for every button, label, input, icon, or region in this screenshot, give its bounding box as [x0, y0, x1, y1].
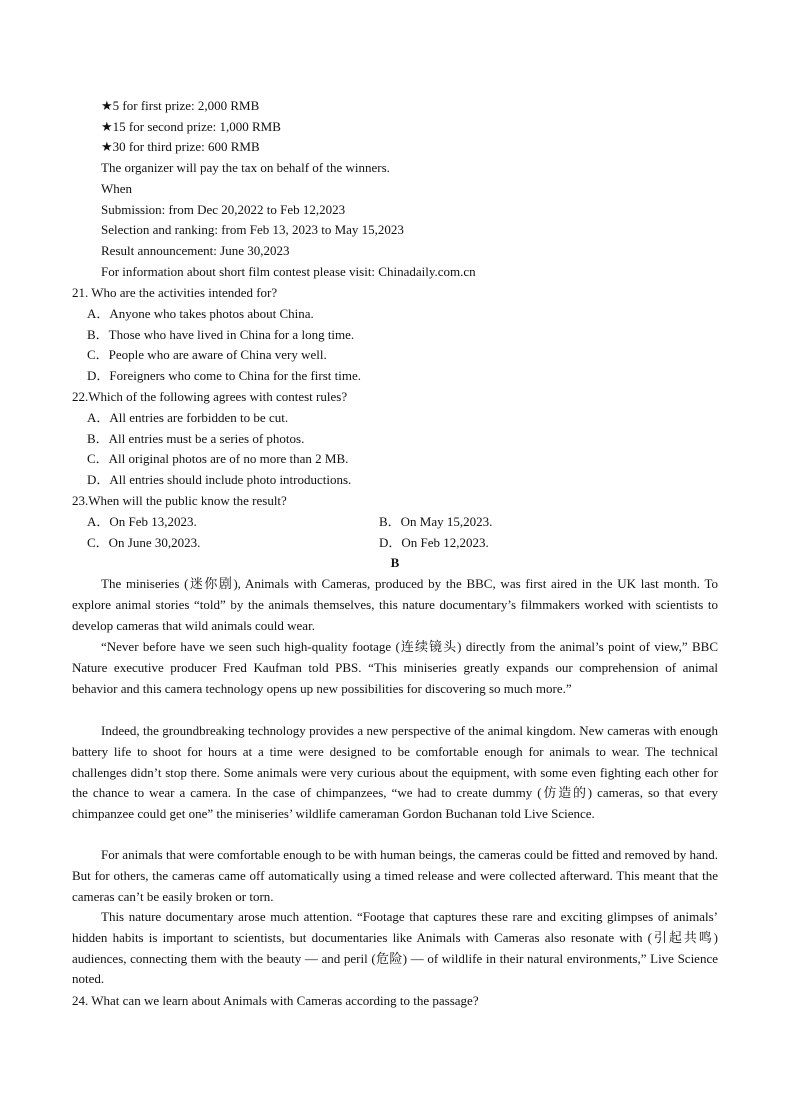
submission-dates: Submission: from Dec 20,2022 to Feb 12,2023 [101, 202, 346, 217]
passage-paragraph-4: For animals that were comfortable enough to be with human beings, the cameras could be fitted and removed by hand. But for others, the cameras came off automatically using a timed release and were collected afterward. This meant that the cameras can’t be easily broken or torn. [72, 847, 718, 904]
prize-first: ★5 for first prize: 2,000 RMB [101, 98, 260, 113]
tax-note: The organizer will pay the tax on behalf of the winners. [101, 160, 390, 175]
passage-paragraph-5: This nature documentary arose much attention. “Footage that captures these rare and exciting glimpses of animals’ hidden habits is important to scientists, but documentaries like Animals with Cameras also resonate with (引起共鸣) audiences, connecting them with the beauty — and peril (危险) — of wildlife in their natural environments,” Live Science noted. [72, 909, 718, 987]
question-24: 24. What can we learn about Animals with Cameras according to the passage? [72, 993, 479, 1008]
info-line: For information about short film contest please visit: Chinadaily.com.cn [101, 264, 476, 279]
passage-paragraph-2: “Never before have we seen such high-quality footage (连续镜头) directly from the animal’s point of view,” BBC Nature executive producer Fred Kaufman told PBS. “This miniseries greatly expands our comprehension of animal behavior and this camera technology opens up new possibilities for discovering so much more.” [72, 639, 718, 696]
passage-paragraph-3: Indeed, the groundbreaking technology provides a new perspective of the animal kingdom. New cameras with enough battery life to shoot for hours at a time were designed to be comfortable enough for animals to wear. The technical challenges didn’t stop there. Some animals were very curious about the equipment, with some even fighting each other for the chance to wear a camera. In the case of chimpanzees, “we had to create dummy (仿造的) cameras, so that every chimpanzee could get one” the miniseries’ wildlife cameraman Gordon Buchanan told Live Science. [72, 723, 718, 822]
q22-option-c: C．All original photos are of no more than 2 MB. [87, 451, 349, 466]
q21-option-d: D．Foreigners who come to China for the first time. [87, 368, 362, 383]
q21-option-c: C．People who are aware of China very well. [87, 347, 327, 362]
when-heading: When [101, 181, 133, 196]
q21-option-b: B．Those who have lived in China for a long time. [87, 327, 355, 342]
q23-option-d: D．On Feb 12,2023. [379, 535, 489, 550]
result-date: Result announcement: June 30,2023 [101, 243, 290, 258]
q22-option-d: D．All entries should include photo introductions. [87, 472, 352, 487]
selection-dates: Selection and ranking: from Feb 13, 2023 to May 15,2023 [101, 222, 404, 237]
q23-option-b: B．On May 15,2023. [379, 514, 493, 529]
passage-paragraph-1: The miniseries (迷你剧), Animals with Cameras, produced by the BBC, was first aired in the UK last month. To explore animal stories “told” by the animals themselves, this nature documentary’s filmmakers worked with scientists to develop cameras that wild animals could wear. [72, 576, 718, 633]
q21-option-a: A．Anyone who takes photos about China. [87, 306, 314, 321]
question-22: 22.Which of the following agrees with contest rules? [72, 389, 348, 404]
prize-third: ★30 for third prize: 600 RMB [101, 139, 260, 154]
q23-option-c: C．On June 30,2023. [87, 535, 201, 550]
q23-option-a: A．On Feb 13,2023. [87, 514, 197, 529]
q22-option-a: A．All entries are forbidden to be cut. [87, 410, 289, 425]
section-b-heading: B [390, 555, 400, 570]
question-21: 21. Who are the activities intended for? [72, 285, 278, 300]
question-23: 23.When will the public know the result? [72, 493, 287, 508]
prize-second: ★15 for second prize: 1,000 RMB [101, 119, 281, 134]
q22-option-b: B．All entries must be a series of photos. [87, 431, 305, 446]
